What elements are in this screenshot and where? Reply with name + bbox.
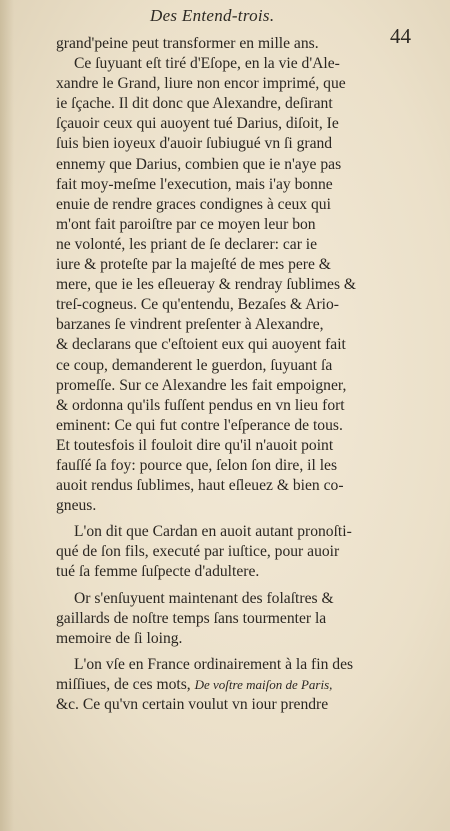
text-line: enuie de rendre graces condignes à ceux qui [56, 195, 331, 213]
text-line: qué de ſon fils, executé par iuſtice, pour auoir [56, 543, 340, 561]
text-line: barzanes ſe vindrent preſenter à Alexandre, [56, 316, 324, 334]
text-line: eminent: Ce qui fut contre l'eſperance de tous. [56, 416, 343, 434]
text-line: gneus. [56, 497, 97, 515]
text-line: L'on vſe en France ordinairement à la fin des [74, 655, 354, 673]
paragraph-4 [56, 655, 386, 715]
text-line: mere, que ie les eſleueray & rendray ſublimes & [56, 276, 357, 294]
text-line: & ordonna qu'ils fuſſent pendus en vn lieu fort [56, 396, 345, 414]
text-line: gaillards de noſtre temps ſans tourmenter la [56, 609, 327, 627]
text-line: ſçauoir ceux qui auoyent tué Darius, diſoit, Ie [56, 115, 339, 133]
text-line: &c. Ce qu'vn certain voulut vn iour prendre [56, 696, 329, 713]
text-line [56, 675, 386, 695]
text-line: ie ſçache. Il dit donc que Alexandre, deſirant [56, 95, 333, 113]
text-fragment: miſſiues, de ces mots, [56, 675, 191, 693]
paragraph-2 [56, 522, 386, 582]
text-line: Ce ſuyuant eſt tiré d'Eſope, en la vie d'Ale- [74, 55, 340, 73]
text-line: fauſſé ſa foy: pource que, ſelon ſon dire, il les [56, 456, 338, 474]
text-line: Or s'enſuyuent maintenant des folaſtres & [74, 589, 334, 607]
text-line: Et toutesfois il fouloit dire qu'il n'auoit point [56, 436, 334, 454]
text-line: ce coup, demanderent le guerdon, ſuyuant ſa [56, 356, 333, 374]
paragraph-3 [56, 589, 386, 649]
text-line: tué ſa femme ſuſpecte d'adultere. [56, 563, 260, 581]
text-line: ennemy que Darius, combien que ie n'aye pas [56, 155, 342, 173]
running-title: Des Entend-trois. [150, 6, 275, 25]
italic-phrase: De voſtre maiſon de Paris, [194, 676, 333, 692]
text-line: & declarans que c'eſtoient eux qui auoyent fait [56, 336, 346, 354]
text-line: xandre le Grand, liure non encor imprimé, que [56, 75, 346, 93]
text-line: ne volonté, les priant de ſe declarer: car ie [56, 235, 318, 253]
text-line: fait moy-meſme l'execution, mais i'ay bonne [56, 175, 333, 193]
text-line: treſ-cogneus. Ce qu'entendu, Bezaſes & Ario- [56, 296, 339, 314]
text-line: L'on dit que Cardan en auoit autant pronoſti- [74, 523, 352, 541]
text-line: promeſſe. Sur ce Alexandre les fait empoigner, [56, 376, 347, 394]
text-line: memoire de ſi loing. [56, 629, 183, 647]
body-text [56, 34, 386, 715]
text-line: grand'peine peut transformer en mille ans. [56, 35, 319, 52]
text-line: auoit rendus ſublimes, haut eſleuez & bien co- [56, 477, 344, 495]
text-line: iure & proteſte par la majeſté de mes pere & [56, 256, 331, 274]
paragraph-1 [56, 34, 386, 516]
text-line: ſuis bien ioyeux d'auoir ſubiugué vn ſi grand [56, 135, 333, 153]
binding-gutter [0, 0, 14, 831]
page-number: 44 [390, 24, 411, 48]
text-line: m'ont fait paroiſtre par ce moyen leur bon [56, 215, 316, 233]
